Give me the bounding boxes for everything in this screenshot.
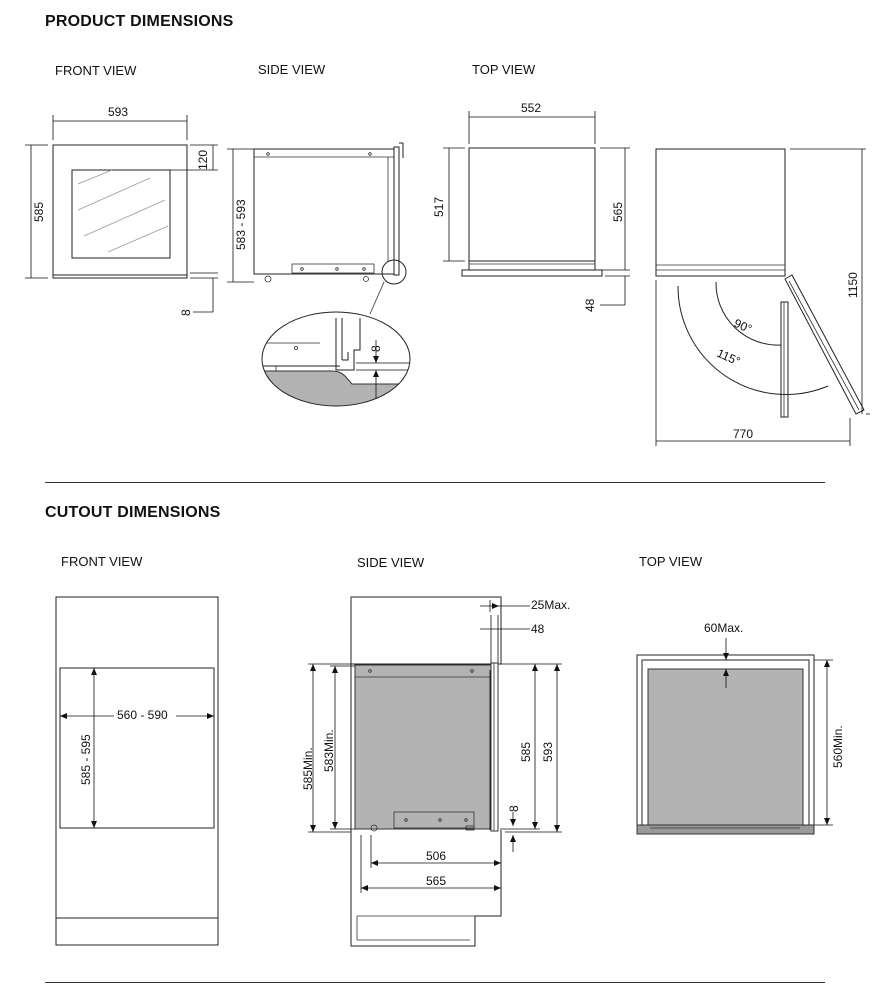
cutout-top-view — [637, 621, 845, 834]
product-dimensions-heading: PRODUCT DIMENSIONS — [45, 13, 234, 30]
cutout-side-view — [301, 597, 570, 946]
product-front-view-label: FRONT VIEW — [55, 63, 137, 78]
dim-cutout-side-height: 585 — [519, 741, 533, 762]
cutout-top-view-label: TOP VIEW — [639, 554, 703, 569]
dim-cutout-front-height: 585 - 595 — [79, 734, 93, 785]
angle-90-label: 90° — [731, 315, 755, 337]
cutout-front-view — [56, 597, 218, 945]
cutout-front-view-label: FRONT VIEW — [61, 554, 143, 569]
dim-front-top-gap: 120 — [196, 149, 210, 170]
cutout-side-view-label: SIDE VIEW — [357, 555, 425, 570]
dim-cutout-side-max-gap: 25Max. — [531, 598, 571, 612]
dim-top-depth: 517 — [432, 196, 446, 217]
dim-top-depth-total: 565 — [611, 201, 625, 222]
dim-cutout-side-bottom: 8 — [507, 805, 521, 812]
dim-top-door: 48 — [583, 298, 597, 312]
angle-115-label: 115° — [714, 345, 743, 369]
dim-cutout-front-width: 560 - 590 — [117, 708, 168, 722]
dim-door-open-height: 1150 — [846, 272, 860, 298]
dim-cutout-side-min-outer: 585Min. — [301, 747, 315, 790]
dim-cutout-top-max-gap: 60Max. — [704, 621, 744, 635]
product-front-view — [25, 105, 218, 316]
product-top-view-label: TOP VIEW — [472, 62, 536, 77]
dim-front-bottom: 8 — [179, 309, 193, 316]
dim-front-width: 593 — [108, 105, 129, 119]
dim-door-open-width: 770 — [733, 427, 754, 441]
dim-cutout-side-depth-inner: 506 — [426, 849, 447, 863]
product-side-view — [227, 143, 406, 314]
dim-front-height: 585 — [32, 201, 46, 222]
dim-cutout-side-height-total: 593 — [541, 741, 555, 762]
dim-detail-gap: 8 — [369, 345, 383, 352]
dim-cutout-side-min-inner: 583Min. — [322, 729, 336, 772]
dim-top-width: 552 — [521, 101, 542, 115]
dim-cutout-side-door: 48 — [531, 622, 545, 636]
dim-side-height: 583 - 593 — [234, 199, 248, 250]
product-door-opening — [656, 149, 870, 446]
product-side-detail — [262, 312, 420, 420]
dim-cutout-side-depth-outer: 565 — [426, 874, 447, 888]
product-side-view-label: SIDE VIEW — [258, 62, 326, 77]
cutout-dimensions-heading: CUTOUT DIMENSIONS — [45, 504, 221, 521]
dim-cutout-top-min-width: 560Min. — [831, 725, 845, 768]
product-top-view — [432, 101, 630, 312]
